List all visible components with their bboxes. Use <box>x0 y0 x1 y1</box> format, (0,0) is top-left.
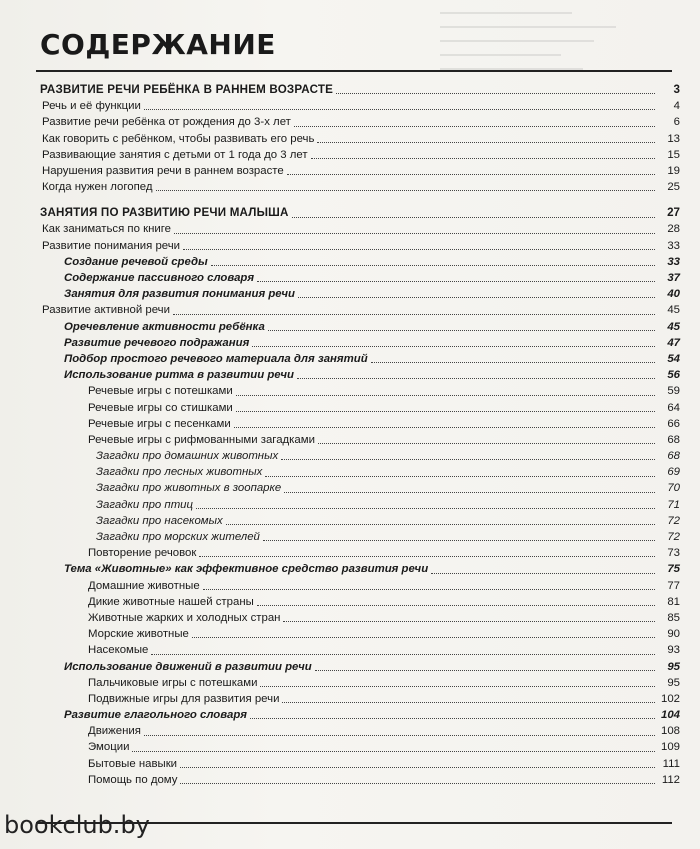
toc-page-number: 64 <box>667 401 680 414</box>
dot-leader <box>144 109 655 110</box>
dot-leader <box>263 540 655 541</box>
toc-page-number: 33 <box>667 255 680 268</box>
dot-leader <box>196 508 655 509</box>
toc-entry-title: Как говорить с ребёнком, чтобы развивать его речь <box>42 132 315 145</box>
dot-leader <box>250 718 655 719</box>
dot-leader <box>252 346 655 347</box>
toc-page-number: 71 <box>667 498 680 511</box>
dot-leader <box>318 443 655 444</box>
toc-entry-title: Нарушения развития речи в раннем возрасте <box>42 164 284 177</box>
toc-entry-title: Подбор простого речевого материала для занятий <box>64 352 368 365</box>
toc-section-heading[interactable] <box>40 82 680 98</box>
toc-entry[interactable] <box>40 675 680 691</box>
toc-entry[interactable] <box>40 319 680 335</box>
toc-page-number: 37 <box>667 272 680 285</box>
toc-entry[interactable] <box>40 691 680 707</box>
toc-page-number: 68 <box>667 433 680 446</box>
toc-entry[interactable] <box>40 286 680 302</box>
dot-leader <box>268 330 655 331</box>
toc-page-number: 77 <box>667 579 680 592</box>
toc-page-number: 81 <box>667 595 680 608</box>
dot-leader <box>156 190 655 191</box>
dot-leader <box>284 492 655 493</box>
toc-entry[interactable] <box>40 626 680 642</box>
toc-page-number: 75 <box>667 563 680 576</box>
toc-entry[interactable] <box>40 335 680 351</box>
toc-entry-title: Использование движений в развитии речи <box>64 660 312 673</box>
toc-entry-title: Речевые игры с песенками <box>88 417 231 430</box>
toc-page-number: 85 <box>667 611 680 624</box>
toc-entry-title: Бытовые навыки <box>88 757 178 770</box>
toc-entry[interactable] <box>40 481 680 497</box>
dot-leader <box>236 411 655 412</box>
toc-page-number: 13 <box>667 132 680 145</box>
toc-entry[interactable] <box>40 561 680 577</box>
toc-page-number: 111 <box>662 757 680 770</box>
dot-leader <box>211 265 655 266</box>
toc-page-number: 25 <box>667 181 680 194</box>
dot-leader <box>317 142 655 143</box>
toc-entry-title: Речевые игры с рифмованными загадками <box>88 433 315 446</box>
toc-entry-title: Животные жарких и холодных стран <box>88 611 281 624</box>
toc-page-number: 45 <box>667 304 680 317</box>
dot-leader <box>282 702 655 703</box>
toc-page-number: 28 <box>667 223 680 236</box>
toc-page-number: 109 <box>660 741 680 754</box>
toc-page-number: 112 <box>661 773 680 786</box>
toc-entry[interactable] <box>40 416 680 432</box>
toc-page-number: 45 <box>667 320 680 333</box>
toc-entry[interactable] <box>40 707 680 723</box>
toc-entry[interactable] <box>40 254 680 270</box>
dot-leader <box>226 524 655 525</box>
dot-leader <box>292 217 655 218</box>
dot-leader <box>144 735 655 736</box>
toc-entry-title: Домашние животные <box>88 579 200 592</box>
dot-leader <box>132 751 655 752</box>
toc-page-number: 19 <box>667 164 680 177</box>
toc-entry-title: Развитие речи ребёнка от рождения до 3-х лет <box>42 116 291 129</box>
toc-entry-title: Движения <box>88 725 141 738</box>
page-title: СОДЕРЖАНИЕ <box>40 28 276 61</box>
toc-page-number: 95 <box>667 676 680 689</box>
site-watermark: bookclub.by <box>4 811 150 839</box>
dot-leader <box>192 637 655 638</box>
toc-entry-title: Развитие активной речи <box>42 304 170 317</box>
section-gap <box>40 195 680 205</box>
toc-page-number: 69 <box>667 466 680 479</box>
toc-page-number: 90 <box>667 628 680 641</box>
toc-entry-title: Загадки про морских жителей <box>96 531 260 544</box>
toc-entry[interactable] <box>40 400 680 416</box>
toc-entry[interactable] <box>40 432 680 448</box>
toc-entry-title: Дикие животные нашей страны <box>88 595 254 608</box>
toc-entry[interactable] <box>40 270 680 286</box>
toc-entry[interactable] <box>40 147 680 163</box>
toc-entry[interactable] <box>40 131 680 147</box>
toc-page-number: 72 <box>667 531 680 544</box>
toc-entry-title: Подвижные игры для развития речи <box>88 692 280 705</box>
dot-leader <box>371 362 655 363</box>
toc-entry-title: ЗАНЯТИЯ ПО РАЗВИТИЮ РЕЧИ МАЛЫША <box>40 206 289 220</box>
toc-page-number: 93 <box>667 644 680 657</box>
toc-entry[interactable] <box>40 642 680 658</box>
toc-entry-title: Развитие понимания речи <box>42 239 181 252</box>
dot-leader <box>294 126 655 127</box>
toc-entry-title: Насекомые <box>88 644 149 657</box>
dot-leader <box>281 459 655 460</box>
toc-entry-title: РАЗВИТИЕ РЕЧИ РЕБЁНКА В РАННЕМ ВОЗРАСТЕ <box>40 82 334 96</box>
toc-page-number: 15 <box>667 148 680 161</box>
toc-entry[interactable] <box>40 723 680 739</box>
toc-entry[interactable] <box>40 756 680 772</box>
toc-entry-title: Использование ритма в развитии речи <box>64 369 294 382</box>
toc-entry-title: Оречевление активности ребёнка <box>64 320 265 333</box>
toc-page-number: 59 <box>667 385 680 398</box>
toc-entry[interactable] <box>40 545 680 561</box>
dot-leader <box>287 174 655 175</box>
toc-page-number: 68 <box>667 450 680 463</box>
toc-page-number: 102 <box>660 692 680 705</box>
dot-leader <box>183 249 655 250</box>
dot-leader <box>236 395 655 396</box>
toc-entry-title: Когда нужен логопед <box>42 181 153 194</box>
toc-page-number: 72 <box>667 514 680 527</box>
toc-entry[interactable] <box>40 114 680 130</box>
toc-section-heading[interactable] <box>40 205 680 221</box>
toc-page-number: 3 <box>673 82 680 96</box>
toc-entry-title: Загадки про лесных животных <box>96 466 263 479</box>
toc-entry[interactable] <box>40 513 680 529</box>
toc-entry-title: Тема «Животные» как эффективное средство развития речи <box>64 563 429 576</box>
toc-entry-title: Содержание пассивного словаря <box>64 272 255 285</box>
toc-entry-title: Помощь по дому <box>88 773 178 786</box>
dot-leader <box>297 378 655 379</box>
toc-page-number: 4 <box>673 100 680 113</box>
toc-entry[interactable] <box>40 238 680 254</box>
toc-page-number: 95 <box>667 660 680 673</box>
dot-leader <box>257 605 655 606</box>
dot-leader <box>203 589 655 590</box>
toc-entry-title: Морские животные <box>88 628 189 641</box>
dot-leader <box>315 670 655 671</box>
toc-entry[interactable] <box>40 163 680 179</box>
toc-entry-title: Как заниматься по книге <box>42 223 171 236</box>
toc-entry[interactable] <box>40 610 680 626</box>
toc-entry-title: Развивающие занятия с детьми от 1 года до 3 лет <box>42 148 308 161</box>
toc-entry-title: Пальчиковые игры с потешками <box>88 676 258 689</box>
toc-entry-title: Повторение речовок <box>88 547 197 560</box>
toc-page-number: 33 <box>667 239 680 252</box>
dot-leader <box>199 556 655 557</box>
toc-entry[interactable] <box>40 594 680 610</box>
toc-entry[interactable] <box>40 98 680 114</box>
toc-entry-title: Занятия для развития понимания речи <box>64 288 295 301</box>
dot-leader <box>265 476 655 477</box>
toc-entry[interactable] <box>40 659 680 675</box>
toc-entry[interactable] <box>40 529 680 545</box>
dot-leader <box>283 621 655 622</box>
toc-page-number: 73 <box>667 547 680 560</box>
dot-leader <box>180 767 655 768</box>
toc-entry[interactable] <box>40 302 680 318</box>
toc-entry-title: Загадки про домашних животных <box>96 450 279 463</box>
dot-leader <box>173 314 655 315</box>
dot-leader <box>431 573 655 574</box>
toc-entry[interactable] <box>40 578 680 594</box>
toc-entry-title: Создание речевой среды <box>64 255 208 268</box>
toc-page-number: 27 <box>667 206 680 220</box>
toc-page-number: 70 <box>667 482 680 495</box>
toc-entry-title: Речевые игры с потешками <box>88 385 233 398</box>
toc-page-number: 47 <box>667 336 680 349</box>
table-of-contents <box>40 82 680 788</box>
toc-entry[interactable] <box>40 222 680 238</box>
toc-page-number: 56 <box>667 369 680 382</box>
toc-entry-title: Развитие речевого подражания <box>64 336 250 349</box>
toc-entry[interactable] <box>40 351 680 367</box>
toc-entry[interactable] <box>40 448 680 464</box>
bleed-through-text <box>440 0 660 90</box>
toc-entry[interactable] <box>40 464 680 480</box>
toc-entry[interactable] <box>40 179 680 195</box>
dot-leader <box>151 654 655 655</box>
toc-page-number: 40 <box>667 288 680 301</box>
toc-page-number: 66 <box>667 417 680 430</box>
toc-page-number: 104 <box>660 709 680 722</box>
dot-leader <box>174 233 655 234</box>
toc-entry-title: Загадки про птиц <box>96 498 194 511</box>
dot-leader <box>298 297 655 298</box>
dot-leader <box>260 686 655 687</box>
title-rule <box>36 70 672 72</box>
toc-entry[interactable] <box>40 772 680 788</box>
toc-entry[interactable] <box>40 740 680 756</box>
dot-leader <box>257 281 655 282</box>
dot-leader <box>234 427 655 428</box>
toc-entry[interactable] <box>40 497 680 513</box>
toc-entry[interactable] <box>40 383 680 399</box>
toc-entry[interactable] <box>40 367 680 383</box>
toc-page-number: 54 <box>667 352 680 365</box>
dot-leader <box>311 158 655 159</box>
toc-entry-title: Речевые игры со стишками <box>88 401 233 414</box>
toc-entry-title: Загадки про животных в зоопарке <box>96 482 282 495</box>
dot-leader <box>336 93 655 94</box>
dot-leader <box>180 783 655 784</box>
toc-entry-title: Эмоции <box>88 741 130 754</box>
toc-page-number: 6 <box>673 116 680 129</box>
toc-entry-title: Развитие глагольного словаря <box>64 709 247 722</box>
toc-entry-title: Загадки про насекомых <box>96 514 223 527</box>
toc-page-number: 108 <box>660 725 680 738</box>
toc-entry-title: Речь и её функции <box>42 100 141 113</box>
